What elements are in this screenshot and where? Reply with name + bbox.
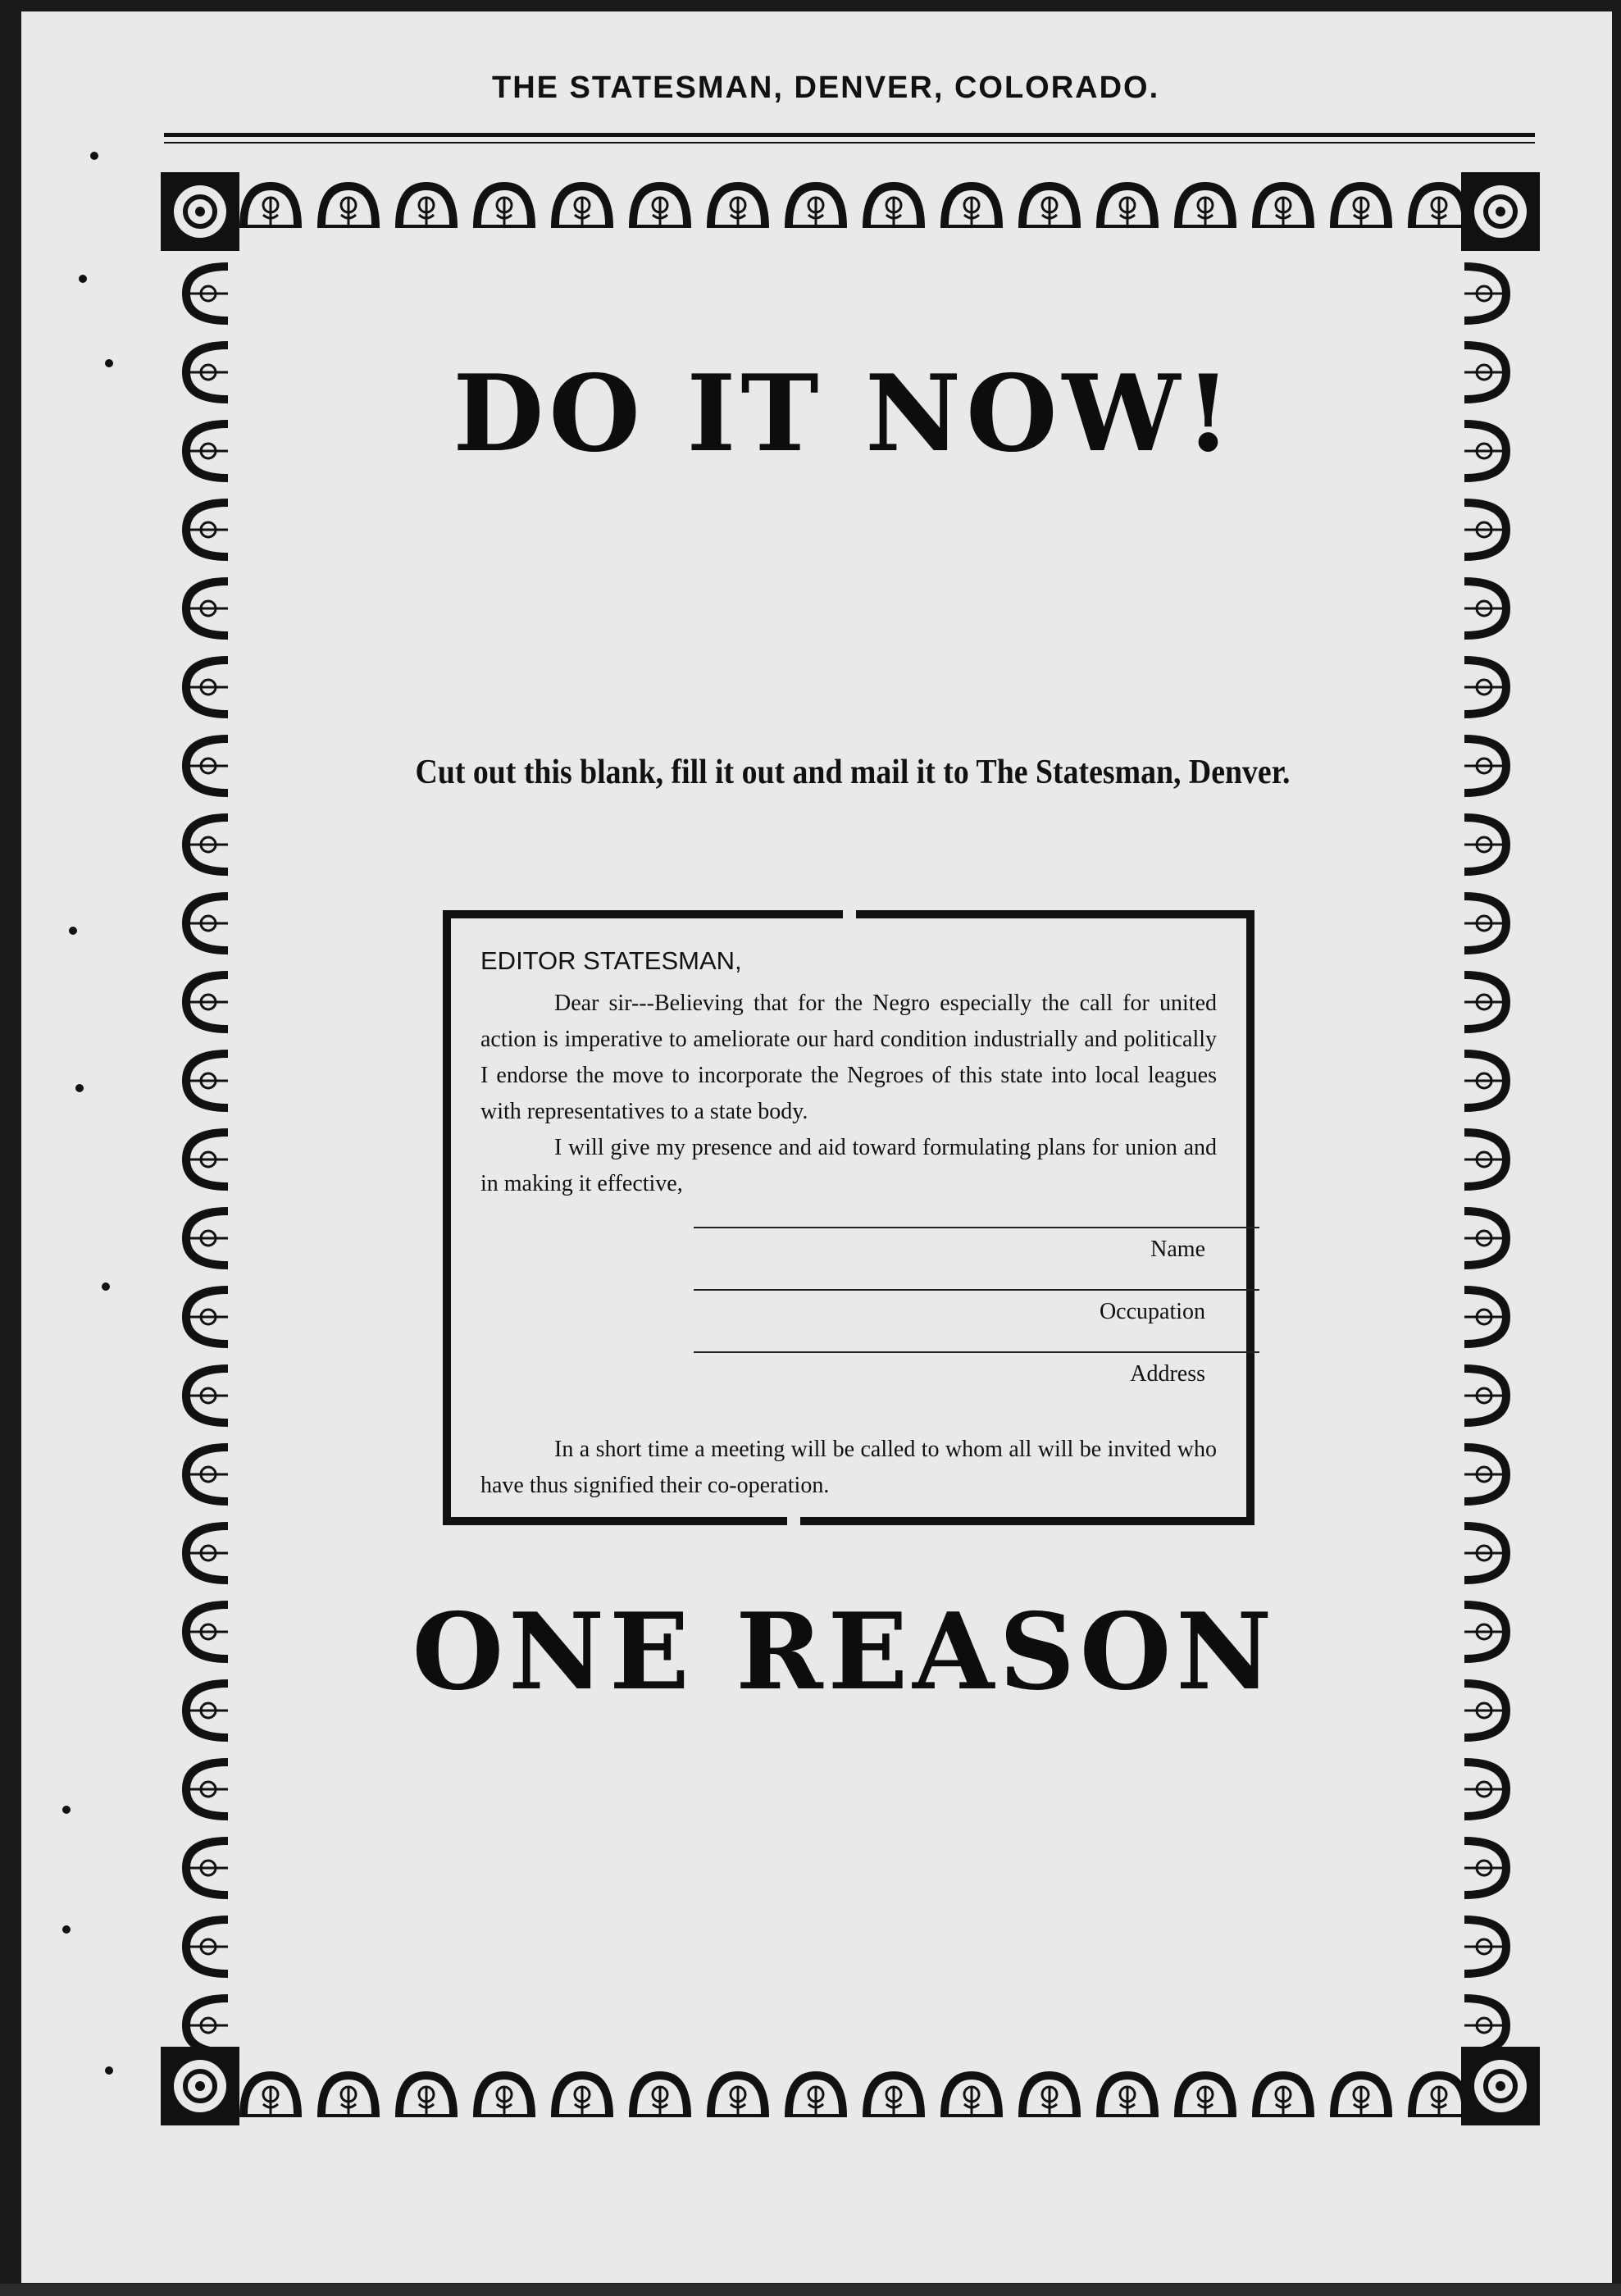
coupon-body	[480, 943, 1217, 1498]
field-label: Occupation	[1099, 1299, 1205, 1324]
frame-gap	[843, 910, 856, 918]
instruction-text: Cut out this blank, fill it out and mail it to The Statesman, Denver.	[415, 754, 1291, 791]
field-label: Name	[1150, 1237, 1205, 1262]
field-label: Address	[1130, 1361, 1205, 1387]
masthead: THE STATESMAN, DENVER, COLORADO.	[492, 71, 1160, 105]
coupon-paragraph: I will give my presence and aid toward formulating plans for union and in making it effective,	[480, 1135, 1217, 1196]
coupon-paragraph: Dear sir---Believing that for the Negro especially the call for united action is imperative to ameliorate our hard condition industrially and politically I endorse the move to incorporate the Negroes of this state into local leagues with representatives to a state body.	[480, 991, 1217, 1124]
closing-paragraph: In a short time a meeting will be called to whom all will be invited who have thus signified their co-operation.	[480, 1437, 1217, 1498]
salutation: EDITOR STATESMAN,	[480, 946, 742, 975]
reply-coupon	[443, 910, 1254, 1525]
name-field[interactable]	[694, 1227, 1259, 1289]
frame-gap	[787, 1517, 800, 1525]
headline: DO IT NOW!	[453, 353, 1236, 476]
footer-headline: ONE REASON	[412, 1591, 1277, 1714]
address-field[interactable]	[694, 1351, 1259, 1414]
occupation-field[interactable]	[694, 1289, 1259, 1351]
